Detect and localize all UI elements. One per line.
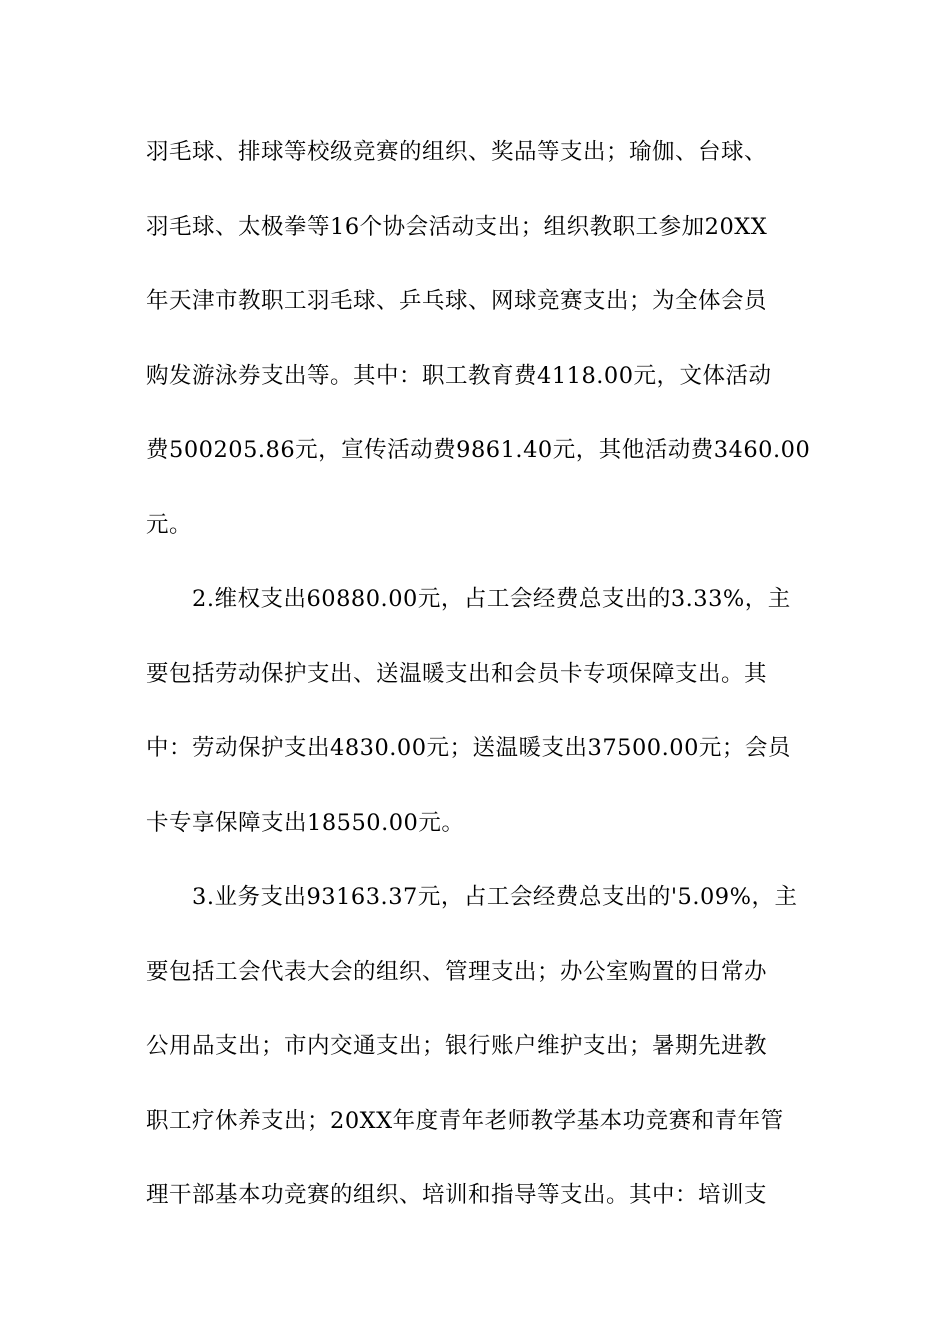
text-line: 羽毛球、太极拳等16个协会活动支出；组织教职工参加20XX (146, 214, 768, 240)
text-line: 要包括工会代表大会的组织、管理支出；办公室购置的日常办 (146, 959, 768, 985)
text-line: 公用品支出；市内交通支出；银行账户维护支出；暑期先进教 (146, 1033, 768, 1059)
paragraph-rights-expense: 2.维权支出60880.00元，占工会经费总支出的3.33%，主 (192, 586, 791, 612)
text-line: 中：劳动保护支出4830.00元；送温暖支出37500.00元；会员 (146, 735, 791, 761)
text-line: 元。 (146, 512, 193, 538)
text-line: 购发游泳券支出等。其中：职工教育费4118.00元，文体活动 (146, 363, 772, 389)
text-line: 理干部基本功竞赛的组织、培训和指导等支出。其中：培训支 (146, 1182, 768, 1208)
text-line: 费500205.86元，宣传活动费9861.40元，其他活动费3460.00 (146, 437, 811, 463)
paragraph-business-expense: 3.业务支出93163.37元，占工会经费总支出的'5.09%，主 (192, 884, 798, 910)
text-line: 卡专享保障支出18550.00元。 (146, 810, 465, 836)
text-line: 要包括劳动保护支出、送温暖支出和会员卡专项保障支出。其 (146, 661, 768, 687)
text-line: 羽毛球、排球等校级竞赛的组织、奖品等支出；瑜伽、台球、 (146, 139, 768, 165)
text-line: 年天津市教职工羽毛球、乒乓球、网球竞赛支出；为全体会员 (146, 288, 768, 314)
text-line: 职工疗休养支出；20XX年度青年老师教学基本功竞赛和青年管 (146, 1108, 784, 1134)
